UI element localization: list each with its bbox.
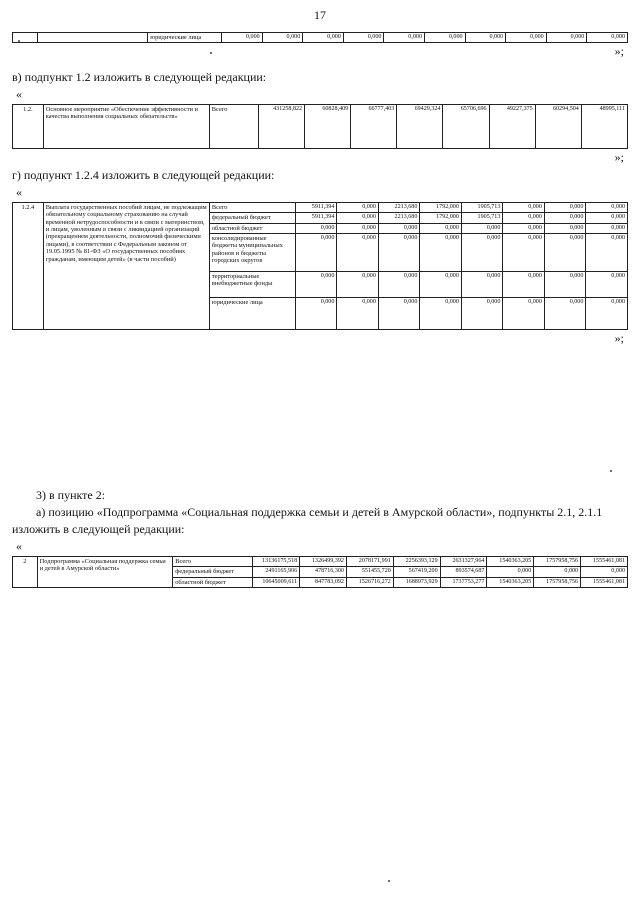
- table-top: [12, 32, 628, 43]
- value-cell: 1540363,205: [487, 557, 534, 567]
- value-cell: 13136175,518: [253, 557, 300, 567]
- value-cell: 2256393,129: [393, 557, 440, 567]
- section-3-line1: 3) в пункте 2:: [36, 488, 106, 502]
- source-cell: консолидированные бюджеты муниципальных районов и бюджеты городских округов: [209, 234, 295, 272]
- table-row: [13, 33, 628, 43]
- value-cell: 2631327,964: [440, 557, 487, 567]
- scan-speck: [18, 40, 20, 42]
- section-3-line3: изложить в следующей редакции:: [12, 522, 185, 536]
- page-number: 17: [314, 8, 326, 22]
- value-cell: 0,000: [587, 33, 628, 43]
- value-cell: 0,000: [534, 567, 581, 577]
- value-cell: 893574,687: [440, 567, 487, 577]
- closing-quote: »;: [614, 331, 624, 346]
- value-cell: 0,000: [544, 213, 586, 223]
- value-cell: 0,000: [465, 33, 506, 43]
- value-cell: 66777,403: [351, 105, 397, 149]
- value-cell: 0,000: [503, 234, 545, 272]
- value-cell: 0,000: [581, 567, 628, 577]
- scan-speck: [388, 880, 390, 882]
- value-cell: 1792,000: [420, 213, 462, 223]
- value-cell: 48995,111: [581, 105, 627, 149]
- value-cell: 49227,375: [489, 105, 535, 149]
- value-cell: 0,000: [222, 33, 263, 43]
- open-quote: «: [16, 539, 22, 553]
- source-cell: юридические лица: [148, 33, 222, 43]
- row-name: Подпрограмма «Социальная поддержка семьи и детей в Амурской области»: [37, 557, 173, 588]
- closing-quote: »;: [614, 150, 624, 164]
- value-cell: 0,000: [420, 234, 462, 272]
- row-name: Основное мероприятие «Обеспечение эффективности и качества выполнения социальных обязательств»: [43, 105, 209, 149]
- value-cell: 0,000: [343, 33, 384, 43]
- value-cell: 0,000: [378, 223, 420, 233]
- value-cell: 1905,713: [461, 203, 503, 213]
- value-cell: 1555461,081: [581, 577, 628, 587]
- row-name: Выплата государственных пособий лицам, не подлежащим обязательному социальному страхованию на случай временной нетрудоспособности и в связи с материнством, и лицам, уволенным в связи с ликвидацией организаций (прекращением деятельности, полномочий физическими лицами), в соответствии с Федеральным законом от 19.05.1995 № 81-ФЗ «О государственных пособиях гражданам, имеющим детей» (в части пособий): [43, 203, 209, 330]
- value-cell: 1757958,756: [534, 577, 581, 587]
- value-cell: 0,000: [337, 298, 379, 330]
- scan-speck: [210, 52, 212, 54]
- value-cell: 65706,696: [443, 105, 489, 149]
- source-cell: юридические лица: [209, 298, 295, 330]
- open-quote: «: [16, 185, 22, 199]
- value-cell: 0,000: [295, 298, 337, 330]
- value-cell: 0,000: [487, 567, 534, 577]
- value-cell: 0,000: [337, 203, 379, 213]
- value-cell: 0,000: [420, 272, 462, 298]
- value-cell: 5911,394: [295, 203, 337, 213]
- value-cell: 0,000: [503, 298, 545, 330]
- value-cell: 2491165,906: [253, 567, 300, 577]
- section-g: [12, 168, 628, 346]
- value-cell: 0,000: [503, 213, 545, 223]
- scan-speck: [610, 470, 612, 472]
- section-g-heading: г) подпункт 1.2.4 изложить в следующей редакции:: [12, 168, 275, 182]
- value-cell: 847783,092: [300, 577, 347, 587]
- value-cell: 0,000: [586, 203, 628, 213]
- value-cell: 431258,822: [258, 105, 304, 149]
- value-cell: 0,000: [586, 223, 628, 233]
- value-cell: 2213,680: [378, 203, 420, 213]
- source-cell: территориальные внебюджетные фонды: [209, 272, 295, 298]
- value-cell: 0,000: [262, 33, 303, 43]
- section-b: [12, 70, 628, 165]
- value-cell: 0,000: [425, 33, 466, 43]
- value-cell: 0,000: [337, 213, 379, 223]
- value-cell: 0,000: [337, 234, 379, 272]
- value-cell: 551455,720: [346, 567, 393, 577]
- value-cell: 0,000: [461, 298, 503, 330]
- value-cell: 0,000: [544, 272, 586, 298]
- row-number: 1.2.: [13, 105, 44, 149]
- table-row: [13, 203, 628, 213]
- open-quote: «: [16, 87, 22, 101]
- value-cell: 0,000: [461, 272, 503, 298]
- value-cell: 0,000: [420, 223, 462, 233]
- value-cell: 1555461,081: [581, 557, 628, 567]
- value-cell: 0,000: [420, 298, 462, 330]
- table-top-section: [12, 32, 628, 59]
- section-b-heading: в) подпункт 1.2 изложить в следующей редакции:: [12, 70, 267, 84]
- value-cell: 0,000: [544, 298, 586, 330]
- value-cell: 0,000: [295, 272, 337, 298]
- value-cell: 0,000: [295, 234, 337, 272]
- source-cell: Всего: [209, 105, 258, 149]
- value-cell: 478716,300: [300, 567, 347, 577]
- source-cell: федеральный бюджет: [173, 567, 253, 577]
- source-cell: областной бюджет: [173, 577, 253, 587]
- value-cell: 0,000: [546, 33, 587, 43]
- source-cell: Всего: [209, 203, 295, 213]
- value-cell: 60294,504: [535, 105, 581, 149]
- value-cell: 0,000: [503, 223, 545, 233]
- value-cell: 0,000: [337, 223, 379, 233]
- value-cell: 0,000: [378, 272, 420, 298]
- value-cell: 567419,200: [393, 567, 440, 577]
- value-cell: 0,000: [384, 33, 425, 43]
- value-cell: 0,000: [586, 298, 628, 330]
- value-cell: 0,000: [295, 223, 337, 233]
- value-cell: 0,000: [586, 213, 628, 223]
- value-cell: 2213,680: [378, 213, 420, 223]
- table-1-2-4: [12, 202, 628, 330]
- value-cell: 0,000: [461, 234, 503, 272]
- table-2: [12, 556, 628, 588]
- value-cell: 0,000: [461, 223, 503, 233]
- table-row: [13, 557, 628, 567]
- value-cell: 60828,409: [305, 105, 351, 149]
- value-cell: 0,000: [544, 234, 586, 272]
- source-cell: областной бюджет: [209, 223, 295, 233]
- value-cell: 0,000: [337, 272, 379, 298]
- value-cell: 1540363,205: [487, 577, 534, 587]
- value-cell: 10645009,611: [253, 577, 300, 587]
- value-cell: 1688973,929: [393, 577, 440, 587]
- value-cell: 0,000: [303, 33, 344, 43]
- row-number: 1.2.4: [13, 203, 44, 330]
- value-cell: 0,000: [544, 203, 586, 213]
- value-cell: 1326499,392: [300, 557, 347, 567]
- table-1-2: [12, 104, 628, 149]
- row-number: 2: [13, 557, 38, 588]
- value-cell: 0,000: [503, 272, 545, 298]
- source-cell: Всего: [173, 557, 253, 567]
- value-cell: 1792,000: [420, 203, 462, 213]
- value-cell: 0,000: [506, 33, 547, 43]
- value-cell: 1905,713: [461, 213, 503, 223]
- closing-quote: »;: [614, 44, 624, 59]
- value-cell: 1757958,756: [534, 557, 581, 567]
- value-cell: 2078171,991: [346, 557, 393, 567]
- table-row: [13, 105, 628, 149]
- value-cell: 69429,324: [397, 105, 443, 149]
- value-cell: 0,000: [503, 203, 545, 213]
- value-cell: 5911,394: [295, 213, 337, 223]
- value-cell: 1737753,277: [440, 577, 487, 587]
- value-cell: 0,000: [378, 234, 420, 272]
- value-cell: 0,000: [378, 298, 420, 330]
- value-cell: 0,000: [544, 223, 586, 233]
- source-cell: федеральный бюджет: [209, 213, 295, 223]
- section-3: [12, 488, 628, 588]
- value-cell: 0,000: [586, 234, 628, 272]
- value-cell: 0,000: [586, 272, 628, 298]
- section-3-line2: а) позицию «Подпрограмма «Социальная поддержка семьи и детей в Амурской области», подпункты 2.1, 2.1.1: [36, 505, 603, 519]
- value-cell: 1526716,272: [346, 577, 393, 587]
